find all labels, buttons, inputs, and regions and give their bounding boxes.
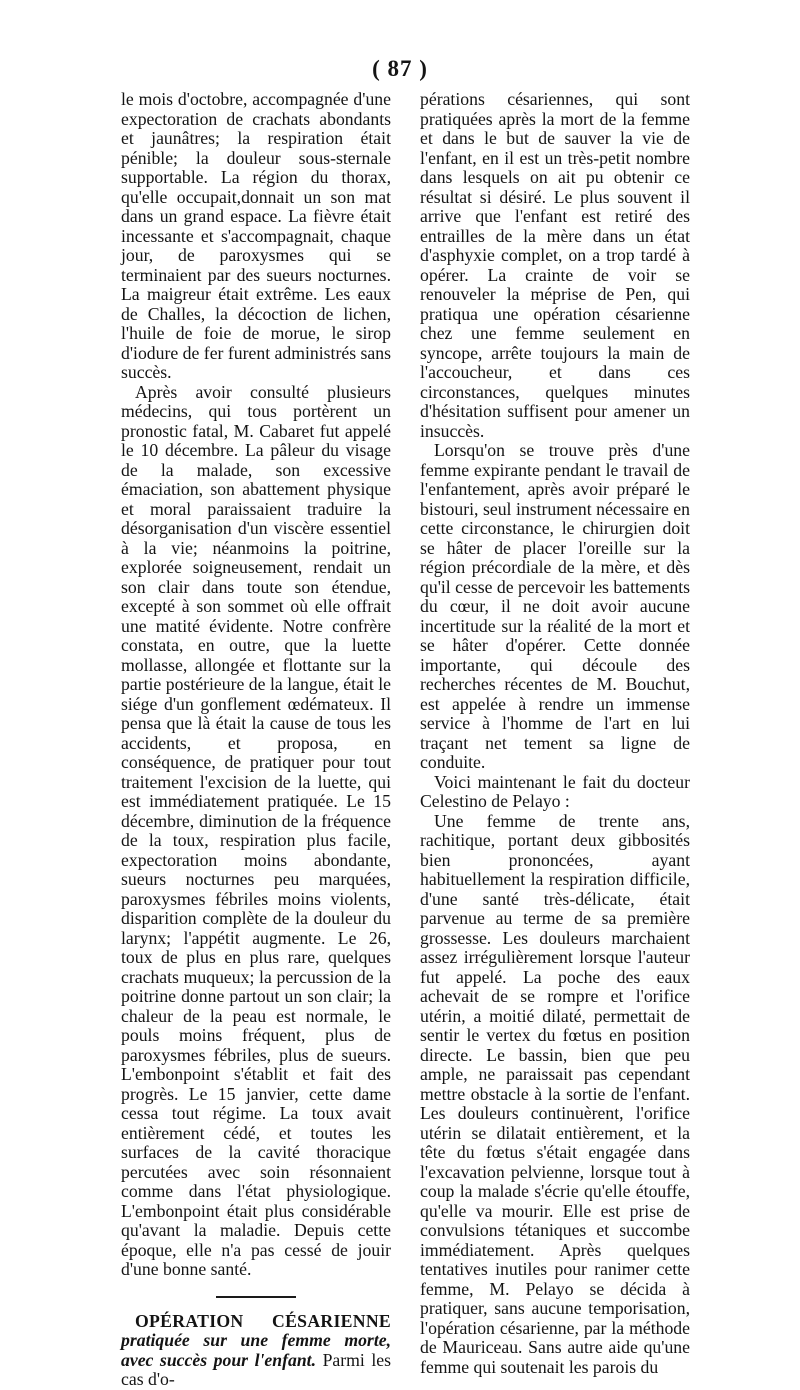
right-paragraph-1: pérations césariennes, qui sont pratiquées après la mort de la femme et dans le but de sauver la vie de l'enfant, en il est un très-petit nombre dans lesquels on ait pu obtenir ce résultat si désiré. Le plus souvent il arrive que l'enfant est retiré des entrailles de la mère dans un état d'asphyxie complet, on a trop tardé à opérer. La crainte de voir se renouveler la méprise de Pen, qui pratiqua une opération césarienne chez une femme seulement en syncope, arrête toujours la main de l'accoucheur, et dans ces circonstances, quelques minutes d'hésitation suffisent pour amener un insuccès. — [420, 89, 690, 441]
section-lead-text: Parmi les cas d'o- — [121, 1349, 392, 1389]
right-paragraph-2: Lorsqu'on se trouve près d'une femme expirante pendant le travail de l'enfantement, après avoir préparé le bistouri, seul instrument nécessaire en cette circonstance, le chirurgien doit se hâter de placer l'oreille sur la région précordiale de la mère, et dès qu'il cesse de percevoir les battements du cœur, il ne doit avoir aucune incertitude sur la réalité de la mort et se hâter d'opérer. Cette donnée importante, qui découle des recherches récentes de M. Bouchut, est appelée à rendre un immense service à l'homme de l'art en lui traçant net tement sa ligne de conduite. — [420, 440, 690, 772]
page-number: ( 87 ) — [372, 56, 428, 81]
section-subtitle: pratiquée sur une femme morte, avec succès pour l'enfant. — [121, 1330, 391, 1370]
section-heading: OPÉRATION CÉSARIENNE — [135, 1310, 391, 1331]
right-paragraph-3: Voici maintenant le fait du docteur Celestino de Pelayo : — [420, 771, 690, 811]
left-paragraph-2: Après avoir consulté plusieurs médecins, qui tous portèrent un pronostic fatal, M. Cabaret fut appelé le 10 décembre. La pâleur du visage de la malade, son excessive émaciation, son abattement physique et moral paraissaient traduire la désorganisation d'un viscère essentiel à la vie; néanmoins la poitrine, explorée soigneusement, rendait un son clair dans toute son étendue, excepté à son sommet où elle offrait une matité évidente. Notre confrère constata, en outre, que la luette mollasse, allongée et flottante sur la partie postérieure de la langue, était le siége d'un gonflement œdémateux. Il pensa que là était la cause de tous les accidents, et proposa, en conséquence, de pratiquer pour tout traitement l'excision de la luette, qui est immédiatement pratiquée. Le 15 décembre, diminution de la fréquence de la toux, respiration plus facile, expectoration moins abondante, sueurs nocturnes peu marquées, paroxysmes fébriles moins violents, disparition complète de la douleur du larynx; l'appétit augmente. Le 26, toux de plus en plus rare, quelques crachats muqueux; la percussion de la poitrine donne partout un son clair; la chaleur de la peau est normale, le pouls moins fréquent, plus de paroxysmes fébriles, plus de sueurs. L'embonpoint s'établit et fait des progrès. Le 15 janvier, cette dame cessa tout régime. La toux avait entièrement cédé, et toutes les surfaces de la cavité thoracique percutées avec soin résonnaient comme dans l'état physiologique. L'embonpoint était plus considérable qu'avant la maladie. Depuis cette époque, elle n'a pas cessé de jouir d'une bonne santé. — [121, 381, 391, 1279]
right-paragraph-4: Une femme de trente ans, rachitique, portant deux gibbosités bien prononcées, ayant habituellement la respiration difficile, d'une santé très-délicate, était parvenue au terme de sa première grossesse. Les douleurs marchaient assez irrégulièrement lorsque l'auteur fut appelé. La poche des eaux achevait de se rompre et l'orifice utérin, a moitié dilaté, permettait de sentir le vertex du fœtus en position directe. Le bassin, bien que peu ample, ne paraissait pas cependant mettre obstacle à la sortie de l'enfant. Les douleurs continuèrent, l'orifice utérin se dilatait entièrement, et la tête du fœtus s'était engagée dans l'excavation pelvienne, lorsque tout à coup la malade s'écrie qu'elle étouffe, qu'elle va mourir. Elle est prise de convulsions tétaniques et succombe immédiatement. Après quelques tentatives inutiles pour ranimer cette femme, M. Pelayo se décida à pratiquer, sans aucune temporisation, l'opération césarienne, par la méthode de Mauriceau. Sans autre aide qu'une femme qui soutenait les parois du — [420, 810, 690, 1377]
section-divider — [216, 1296, 296, 1298]
left-column — [121, 90, 391, 1390]
section-paragraph — [121, 1312, 391, 1390]
left-paragraph-1: le mois d'octobre, accompagnée d'une expectoration de crachats abondants et jaunâtres; la respiration était pénible; la douleur sous-sternale supportable. La région du thorax, qu'elle occupait,donnait un son mat dans un grand espace. La fièvre était incessante et s'accompagnait, chaque jour, de paroxysmes qui se terminaient par des sueurs nocturnes. La maigreur était extrême. Les eaux de Challes, la décoction de lichen, l'huile de foie de morue, le sirop d'iodure de fer furent administrés sans succès. — [121, 89, 391, 382]
right-column — [420, 90, 690, 1377]
